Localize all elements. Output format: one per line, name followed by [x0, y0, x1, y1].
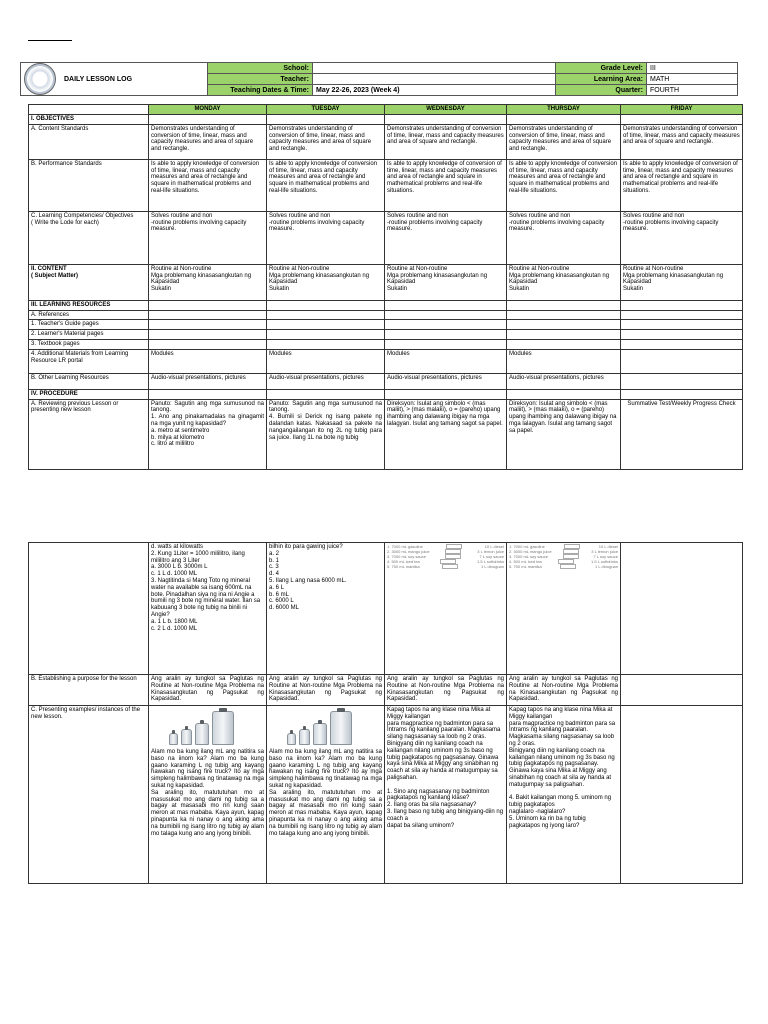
content-std-wednesday: Demonstrates understanding of conversion of time, linear, mass and capacity measures and area of square and rectangle.	[385, 124, 507, 159]
header-table	[20, 62, 738, 96]
day-header-monday: MONDAY	[149, 105, 267, 115]
competency-thursday: Solves routine and non -routine problems involving capacity measure.	[507, 211, 621, 264]
perf-std-wednesday: Is able to apply knowledge of conversion of time, linear, mass and capacity measures and area of rectangle and square in mathematical problems and real-life situations.	[385, 159, 507, 211]
perf-std-tuesday: Is able to apply knowledge of conversion of time, linear, mass and capacity measures and area of rectangle and square in mathematical problems and real-life situations.	[267, 159, 385, 211]
review-tuesday: Panuto: Sagutin ang mga sumusunod na tanong. 4. Bumili si Derick ng isang pakete ng dalandan katas. Nakasaad sa pakete na nangangailangan ito ng 2L ng tubig para sa juice. Ilang 1L na bote ng tubig	[267, 399, 385, 469]
additional-thursday: Modules	[507, 349, 621, 373]
other-res-wednesday: Audio-visual presentations, pictures	[385, 373, 507, 389]
review-cont-tuesday: bilhin ito para gawing juice? a. 2 b. 1 c. 3 d. 4 5. Ilang L ang nasa 6000 mL. a. 6 L b. 6 mL c. 6000 L d. 6000 ML	[267, 543, 385, 675]
continued-label-cell	[29, 543, 149, 675]
content-thursday: Routine at Non-routine Mga problemang kinasasangkutan ng Kapasidad Sukatin	[507, 264, 621, 300]
water-bottles-image	[169, 709, 264, 745]
review-friday: Summative Test/Weekly Progress Check	[621, 399, 743, 469]
quarter-label: Quarter:	[556, 85, 647, 96]
comparison-worksheet-image: 1. 7000 mL gasoline 10 L diesel 2. 3000 mL mango juice 3 L lemon juice 3. 7000 mL soy sauce 7 L soy sauce 4. 500 mL iced tea 1.5 L softdrinks 5. 750 mL mantika 1 L dinuguan	[387, 544, 504, 569]
resources-heading: III. LEARNING RESOURCES	[29, 300, 149, 310]
purpose-thursday: Ang aralin ay tungkol sa Paglutas ng Routine at Non-routine Mga Problema na Kinasasangkutan ng Pagsukat ng Kapasidad.	[507, 675, 621, 706]
content-std-thursday: Demonstrates understanding of conversion of time, linear, mass and capacity measures and area of square and rectangle.	[507, 124, 621, 159]
tg-pages-label: 1. Teacher's Guide pages	[29, 320, 149, 330]
content-std-monday: Demonstrates understanding of conversion of time, linear, mass and capacity measures and area of square and rectangle.	[149, 124, 267, 159]
references-label: A. References	[29, 310, 149, 320]
teacher-value	[313, 74, 556, 85]
grade-value: III	[647, 63, 738, 74]
other-res-tuesday: Audio-visual presentations, pictures	[267, 373, 385, 389]
competencies-label: C. Learning Competencies/ Objectives ( Write the Lode for each)	[29, 211, 149, 264]
lesson-table-page-2	[28, 542, 743, 884]
textbook-pages-label: 3. Textbook pages	[29, 339, 149, 349]
other-res-monday: Audio-visual presentations, pictures	[149, 373, 267, 389]
review-cont-wednesday	[385, 543, 507, 675]
additional-tuesday: Modules	[267, 349, 385, 373]
other-resources-label: B. Other Learning Resources	[29, 373, 149, 389]
dates-label: Teaching Dates & Time:	[208, 85, 313, 96]
purpose-tuesday: Ang aralin ay tungkol sa Paglutas ng Routine at Non-routine Mga Problema na Kinasasangkutan ng Pagsukat ng Kapasidad.	[267, 675, 385, 706]
content-tuesday: Routine at Non-routine Mga problemang kinasasangkutan ng Kapasidad Sukatin	[267, 264, 385, 300]
content-monday: Routine at Non-routine Mga problemang kinasasangkutan ng Kapasidad Sukatin	[149, 264, 267, 300]
presenting-tuesday	[267, 706, 385, 884]
other-res-thursday: Audio-visual presentations, pictures	[507, 373, 621, 389]
presenting-monday	[149, 706, 267, 884]
perf-std-monday: Is able to apply knowledge of conversion of time, linear, mass and capacity measures and area of rectangle and square in mathematical problems and real-life situations.	[149, 159, 267, 211]
area-label: Learning Area:	[556, 74, 647, 85]
lesson-table-page-1	[28, 104, 743, 470]
content-label: II. CONTENT ( Subject Matter)	[29, 264, 149, 300]
corner-cell	[29, 105, 149, 115]
deped-seal-icon	[24, 63, 56, 95]
competency-wednesday: Solves routine and non -routine problems involving capacity measure.	[385, 211, 507, 264]
presenting-label: C. Presenting examples/ instances of the new lesson.	[29, 706, 149, 884]
presenting-thursday: Kapag tapos na ang klase nina Mika at Miggy kailangan para magpractice ng badminton para sa Intrams ng kanilang paaralan. Magkasama silang nagsasanay sa loob ng 2 oras. Binigyang diin ng kanilang coach na kailangan nilang uminom ng 3s baso ng tubig pagkatapos ng pagsasanay. Ginawa kaya sina Mika at Miggy ang sinabihan ng coach at sila ay handa at matugumpay sa paligsahan. 4. Bakit kailangan mong 5. uminom ng tubig pagkatapos naglalaro -naglalaro? 5. Uminom ka rin ba ng tubig pagkatapos ng iyong laro?	[507, 706, 621, 884]
school-value	[313, 63, 556, 74]
top-rule	[28, 40, 72, 41]
comparison-worksheet-image-2: 1. 7000 mL gasoline 10 L diesel 2. 3000 mL mango juice 3 L lemon juice 3. 7000 mL soy sauce 7 L soy sauce 4. 500 mL iced tea 1.5 L softdrinks 5. 750 mL mantika 1 L dinuguan	[509, 544, 618, 569]
review-thursday: Direksyon: Isulat ang simbolo < (mas maliit), > (mas malaki), o = (pareho) upang ihambing ang dalawang ibigay na mga lalagyan. Isulat ang tamang sagot sa papel.	[507, 399, 621, 469]
purpose-monday: Ang aralin ay tungkol sa Paglutas ng Routine at Non-routine Mga Problema na Kinasasangkutan ng Pagsukat ng Kapasidad.	[149, 675, 267, 706]
presenting-text-tuesday: Alam mo ba kung ilang mL ang natitira sa baso na iinom ka? Alam mo ba kung gaano karaming L ng tubig ang kayang hawakan ng isang fire truck? Ito ay mga simpleng halimbawa ng tinatawag na mga sukat ng kapasidad. Sa araling ito, matututuhan mo at masusukat mo ang dami ng tubig sa a bagay at masasabi mo rin kung saan meron at mas mababa. Kaya ayun, kapag pinapunta ka ni nanay o ang aking ama na bumibili ng isang litro ng tubig ay alam mo talaga kung ano ang iyong binibili.	[269, 749, 382, 837]
dates-value: May 22-26, 2023 (Week 4)	[313, 85, 556, 96]
additional-monday: Modules	[149, 349, 267, 373]
review-label: A. Reviewing previous Lesson or presenting new lesson	[29, 399, 149, 469]
day-header-wednesday: WEDNESDAY	[385, 105, 507, 115]
teacher-label: Teacher:	[208, 74, 313, 85]
presenting-wednesday: Kapag tapos na ang klase nina Mika at Miggy kailangan para magpractice ng badminton para sa Intrams ng kanilang paaralan. Magkasama silang nagsasanay sa loob ng 2 oras. Binigyang diin ng kanilang coach na kailangan nilang uminom ng 3s baso ng tubig pagkatapos ng pagsasanay. Ginawa kaya sina Mika at Miggy ang sinabihan ng coach at sila ay handa at matugumpay sa paligsahan. 1. Sino ang nagsasanay ng badminton pagkatapos ng kanilang klase? 2. Ilang oras ba sila nagsasanay? 3. Ilang baso ng tubig ang binigyang-diin ng coach a dapat ba silang uminom?	[385, 706, 507, 884]
header-logo-cell	[21, 63, 208, 96]
day-header-tuesday: TUESDAY	[267, 105, 385, 115]
competency-tuesday: Solves routine and non -routine problems involving capacity measure.	[267, 211, 385, 264]
content-standards-label: A. Content Standards	[29, 124, 149, 159]
additional-wednesday: Modules	[385, 349, 507, 373]
review-cont-thursday	[507, 543, 621, 675]
performance-standards-label: B. Performance Standards	[29, 159, 149, 211]
procedure-heading: IV. PROCEDURE	[29, 389, 149, 399]
day-header-friday: FRIDAY	[621, 105, 743, 115]
content-friday: Routine at Non-routine Mga problemang kinasasangkutan ng Kapasidad Sukatin	[621, 264, 743, 300]
review-wednesday: Direksyon: Isulat ang simbolo < (mas maliit), > (mas malaki), o = (pareho) upang ihambing ang dalawang ibigay na mga lalagyan. Isulat ang tamang sagot sa papel.	[385, 399, 507, 469]
perf-std-friday: Is able to apply knowledge of conversion of time, linear, mass and capacity measures and area of rectangle and square in mathematical problems and real-life situations.	[621, 159, 743, 211]
competency-friday: Solves routine and non -routine problems involving capacity measure.	[621, 211, 743, 264]
log-title: DAILY LESSON LOG	[63, 75, 133, 83]
perf-std-thursday: Is able to apply knowledge of conversion of time, linear, mass and capacity measures and area of rectangle and square in mathematical problems and real-life situations.	[507, 159, 621, 211]
area-value: MATH	[647, 74, 738, 85]
purpose-wednesday: Ang aralin ay tungkol sa Paglutas ng Routine at Non-routine Mga Problema na Kinasasangkutan ng Pagsukat ng Kapasidad.	[385, 675, 507, 706]
review-cont-monday: d. watts at kilowatts 2. Kung 1Liter = 1000 mililitro, ilang mililitro ang 3 Liter a. 3000 L b. 3000m L c. 1 L d. 1000 ML 3. Nagtitinda si Mang Toto ng mineral water na available sa isang 600mL na bote. Pinadalhan siya ng ina ni Angie a bumili ng 3 bote ng mineral water. Ilan sa kabuuang 3 bote ng tubig na binili ni Angie? a. 1 L b. 1800 ML c. 2 L d. 1000 ML	[149, 543, 267, 675]
content-std-tuesday: Demonstrates understanding of conversion of time, linear, mass and capacity measures and area of square and rectangle.	[267, 124, 385, 159]
water-bottles-image-2	[287, 709, 382, 745]
purpose-label: B. Establishing a purpose for the lesson	[29, 675, 149, 706]
school-label: School:	[208, 63, 313, 74]
competency-monday: Solves routine and non -routine problems involving capacity measure.	[149, 211, 267, 264]
additional-materials-label: 4. Additional Materials from Learning Resource LR portal	[29, 349, 149, 373]
quarter-value: FOURTH	[647, 85, 738, 96]
lm-pages-label: 2. Learner's Material pages	[29, 330, 149, 340]
review-monday: Panuto: Sagutin ang mga sumusunod na tanong. 1. Ano ang pinakamadalas na ginagamit na mga yunit ng kapasidad? a. metro at sentimetro b. milya at kilometro c. litro at mililitro	[149, 399, 267, 469]
day-header-thursday: THURSDAY	[507, 105, 621, 115]
content-wednesday: Routine at Non-routine Mga problemang kinasasangkutan ng Kapasidad Sukatin	[385, 264, 507, 300]
objectives-heading: I. OBJECTIVES	[29, 115, 149, 125]
content-std-friday: Demonstrates understanding of conversion of time, linear, mass and capacity measures and area of square and rectangle.	[621, 124, 743, 159]
grade-label: Grade Level:	[556, 63, 647, 74]
presenting-text-monday: Alam mo ba kung ilang mL ang natitira sa baso na iinom ka? Alam mo ba kung gaano karaming L ng tubig ang kayang hawakan ng isang fire truck? Ito ay mga simpleng halimbawa ng tinatawag na mga sukat ng kapasidad. Sa araling ito, matututuhan mo at masusukat mo ang dami ng tubig sa a bagay at masasabi mo rin kung saan meron at mas mababa. Kaya ayun, kapag pinapunta ka ni nanay o ang aking ama na bumibili ng isang litro ng tubig ay alam mo talaga kung ano ang iyong binibili.	[151, 749, 264, 837]
